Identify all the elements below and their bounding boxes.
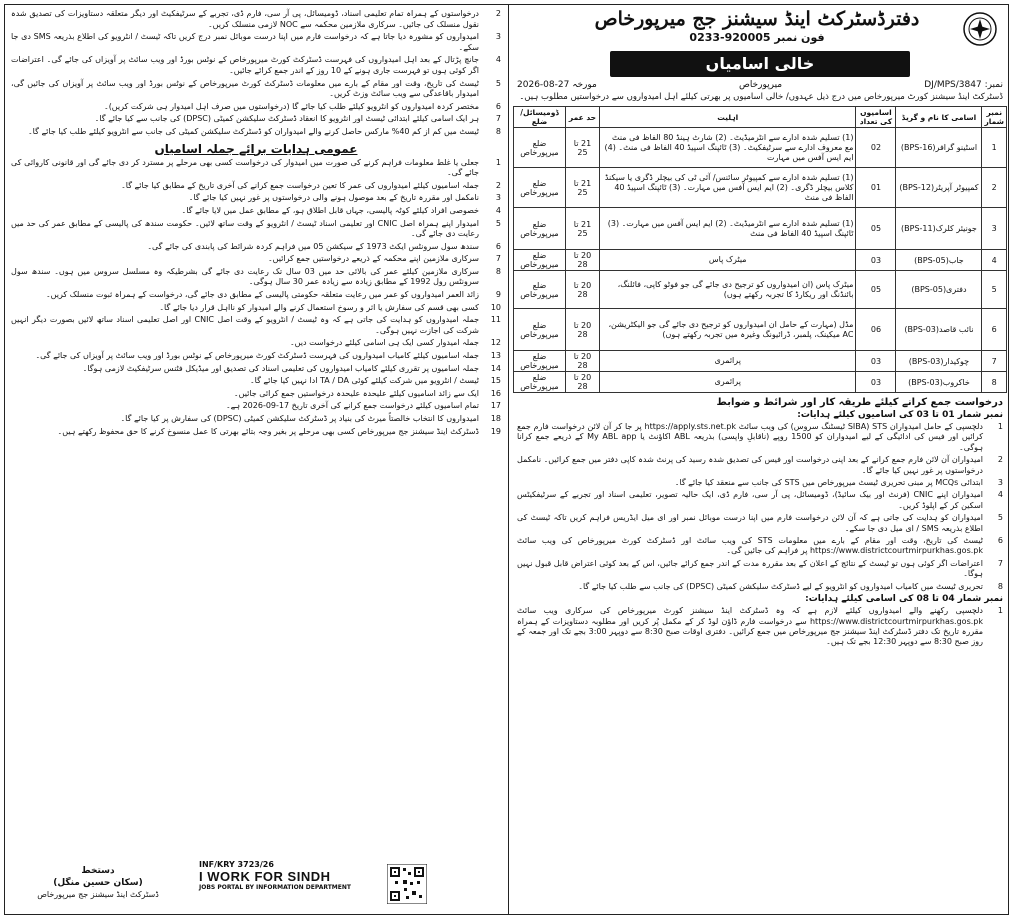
item-number: 19 — [490, 426, 501, 436]
list-item — [517, 606, 1003, 648]
cell-age: 20 تا 28 — [566, 372, 600, 393]
item-text: جعلی یا غلط معلومات فراہم کرنے کی صورت میں امیدوار کی درخواست کسی بھی مرحلے پر مسترد کر دی جائے گی اور قانونی کاروائی کی جائے گی۔ — [11, 157, 479, 178]
cell-post: خاکروب(BPS-03) — [896, 372, 982, 393]
footer — [9, 858, 503, 912]
item-text: ٹیسٹ / انٹرویو میں شرکت کیلئے کوئی TA / DA ادا نہیں کیا جائے گا۔ — [249, 376, 479, 386]
item-number: 14 — [490, 363, 501, 373]
list-item — [517, 559, 1003, 580]
cell-count: 05 — [856, 271, 896, 309]
table-row — [514, 208, 1007, 250]
item-number: 4 — [495, 55, 501, 65]
list-item — [11, 364, 501, 375]
list-item — [517, 536, 1003, 557]
cell-qualification: (1) تسلیم شدہ ادارے سے انٹرمیڈیٹ۔ (2) ایم ایس آفس میں مہارت۔ (3) ٹائپنگ اسپیڈ 40 الفاظ فی منٹ — [600, 208, 856, 250]
item-text: جانچ پڑتال کے بعد اہل امیدواروں کی فہرست ڈسٹرکٹ کورٹ میرپورخاص کے نوٹس بورڈ اور ویب سائٹ پر آویزاں کی جائے گی۔ اعتراضات اگر کوئی ہوں تو فہرست جاری ہونے کے 10 روز کے اندر جمع کرائے جائیں۔ — [11, 55, 479, 75]
list-item — [11, 290, 501, 301]
cell-count: 03 — [856, 250, 896, 271]
list-item — [11, 193, 501, 204]
group1-instructions — [513, 422, 1007, 592]
cell-post: کمپیوٹر آپریٹر(BPS-12) — [896, 168, 982, 208]
item-text: مختصر کردہ امیدواروں کو انٹرویو کیلئے طلب کیا جائے گا (درخواستوں میں صرف اہل امیدوار ہی شرکت کریں)۔ — [104, 101, 479, 111]
item-number: 13 — [490, 351, 501, 361]
cell-age: 20 تا 28 — [566, 250, 600, 271]
item-text: امیدواران آن لائن فارم جمع کرانے کے بعد اپنی درخواست اور فیس کی تصدیق شدہ رسید کی پرنٹ شدہ کاپی دفتر میں جمع کرائیں۔ نامکمل درخواستوں پر غور نہیں کیا جائے گا۔ — [517, 455, 983, 475]
location: میرپورخاص — [738, 80, 783, 90]
item-text: ہر ایک اسامی کیلئے ابتدائی ٹیسٹ اور انٹرویو کا انعقاد ڈسٹرکٹ سلیکشن کمیٹی (DPSC) کی جانب سے کیا جائے گا۔ — [94, 114, 479, 124]
item-number: 9 — [495, 290, 501, 300]
work-for-sindh-logo — [199, 860, 369, 891]
item-text: دلچسپی کے حامل امیدواران SIBA) STS ٹیسٹنگ سروس) کی ویب سائٹ https://apply.sts.net.pk پر جا کر آن لائن درخواست فارم جمع کرائیں اور فیس کی ادائیگی کے لیے امیدواران کو 1500 روپے (ناقابلِ واپسی) بذریعہ ABL اکاؤنٹ یا My ABL app کے ذریعے جمع کرانا ہوگی۔ — [517, 422, 984, 452]
list-item — [517, 490, 1003, 511]
table-row — [514, 309, 1007, 351]
cell-qualification: پرائمری — [600, 372, 856, 393]
list-item — [11, 158, 501, 179]
cell-domicile: ضلع میرپورخاص — [514, 208, 566, 250]
cell-domicile: ضلع میرپورخاص — [514, 128, 566, 168]
item-text: امیدواران کو ہدایت کی جاتی ہے کہ آن لائن درخواست فارم میں اپنا درست موبائل نمبر اور ای میل ایڈریس فراہم کریں تاکہ ٹیسٹ کی اطلاع بذریعہ SMS / ای میل دی جا سکے۔ — [517, 513, 984, 533]
item-text: کسی بھی قسم کی سفارش یا اثر و رسوخ استعمال کرنے والے امیدوار کو نااہل قرار دیا جائے گا۔ — [159, 302, 479, 312]
item-text: ٹیسٹ کی تاریخ، وقت اور مقام کے بارے میں معلومات ڈسٹرکٹ کورٹ میرپورخاص کے نوٹس بورڈ اور ویب سائٹ پر آویزاں کی جائیں گی، امیدوار باقاعدگی سے ویب سائٹ وزٹ کریں۔ — [11, 78, 479, 99]
item-number: 11 — [490, 315, 501, 325]
item-text: درخواستوں کے ہمراہ تمام تعلیمی اسناد، ڈومیسائل، پی آر سی، فارم ڈی، تجربے کے سرٹیفکیٹ اور دیگر متعلقہ دستاویزات کی تصدیق شدہ نقول منسلک کی جائیں۔ سرکاری ملازمین محکمہ سے NOC لازمی منسلک کریں۔ — [11, 9, 479, 29]
item-number: 3 — [997, 478, 1003, 488]
item-number: 6 — [495, 101, 501, 111]
list-item — [11, 389, 501, 400]
cell-domicile: ضلع میرپورخاص — [514, 372, 566, 393]
item-number: 7 — [495, 254, 501, 264]
group2-instructions — [513, 606, 1007, 648]
item-text: ٹیسٹ کی تاریخ، وقت اور مقام کے بارے میں معلومات STS کی ویب سائٹ اور ڈسٹرکٹ کورٹ میرپورخاص کی ویب سائٹ https://www.districtcourtmirpurkhas.gos.pk پر فراہم کی جائیں گی۔ — [517, 536, 984, 556]
list-item — [517, 513, 1003, 534]
list-item — [11, 9, 501, 30]
cell-age: 21 تا 25 — [566, 208, 600, 250]
item-text: ایک سے زائد اسامیوں کیلئے علیحدہ علیحدہ درخواستیں جمع کرائی جائیں۔ — [233, 388, 479, 398]
cell-domicile: ضلع میرپورخاص — [514, 309, 566, 351]
list-item — [517, 582, 1003, 592]
column-divider — [508, 5, 509, 914]
cell-count: 02 — [856, 128, 896, 168]
item-number: 1 — [997, 422, 1003, 431]
list-item — [11, 55, 501, 76]
item-number: 3 — [495, 32, 501, 42]
list-item — [11, 114, 501, 125]
cell-qualification: (1) تسلیم شدہ ادارے سے کمپیوٹر سائنس/ آئی ٹی کی بیچلر ڈگری یا سیکنڈ کلاس بیچلر ڈگری۔ (2) ایم ایس آفس میں مہارت۔ (3) ٹائپنگ اسپیڈ 40 الفاظ فی منٹ — [600, 168, 856, 208]
item-text: امیدواران اپنے CNIC (فرنٹ اور بیک سائیڈ)، ڈومیسائل، پی آر سی، فارم ڈی، ایک حالیہ تصویر، تعلیمی اسناد اور تجربے کے سرٹیفکیٹس اسکین کر کے اپلوڈ کریں۔ — [517, 490, 984, 510]
table-row — [514, 372, 1007, 393]
group1-heading: نمبر شمار 01 تا 03 کی اسامیوں کیلئے ہدایات: — [797, 410, 1003, 420]
reference-number: نمبر: DJ/MPS/3847 — [924, 80, 1003, 90]
list-item — [11, 401, 501, 412]
item-number: 1 — [495, 157, 501, 167]
table-row — [514, 250, 1007, 271]
list-item — [11, 315, 501, 336]
item-text: امیدوار اپنے ہمراہ اصل CNIC اور تعلیمی اسناد ٹیسٹ / انٹرویو کے وقت ساتھ لائیں۔ حکومت سندھ کی پالیسی کے مطابق عمر کی حد میں رعایت دی جائے گی۔ — [11, 218, 479, 239]
list-item — [11, 219, 501, 240]
cell-domicile: ضلع میرپورخاص — [514, 168, 566, 208]
list-item — [11, 32, 501, 53]
item-number: 6 — [495, 241, 501, 251]
vacancies-banner: خالی اسامیاں — [610, 51, 910, 77]
signature-block — [13, 866, 183, 899]
item-text: جملہ امیدوار کسی ایک ہی اسامی کیلئے درخواست دیں۔ — [289, 338, 479, 348]
cell-age: 20 تا 28 — [566, 351, 600, 372]
cell-count: 03 — [856, 372, 896, 393]
list-item — [11, 351, 501, 362]
item-number: 7 — [495, 114, 501, 124]
cell-no: 1 — [982, 128, 1007, 168]
list-item — [11, 303, 501, 314]
item-text: امیدواروں کا انتخاب خالصتاً میرٹ کی بنیاد پر ڈسٹرکٹ سلیکشن کمیٹی (DPSC) کی سفارش پر کیا جائے گا۔ — [120, 414, 479, 423]
item-number: 8 — [495, 266, 501, 276]
cell-post: نائب قاصد(BPS-03) — [896, 309, 982, 351]
item-number: 1 — [997, 606, 1003, 616]
cell-count: 06 — [856, 309, 896, 351]
cell-qualification: پرائمری — [600, 351, 856, 372]
cell-no: 2 — [982, 168, 1007, 208]
cell-no: 7 — [982, 351, 1007, 372]
right-column — [513, 7, 1007, 912]
item-number: 17 — [490, 401, 501, 411]
cell-domicile: ضلع میرپورخاص — [514, 351, 566, 372]
item-number: 2 — [495, 9, 501, 18]
col-header-count: اسامیوں کی تعداد — [856, 107, 896, 128]
item-text: سرکاری ملازمین اپنے محکمہ کے ذریعے درخواستیں جمع کرائیں۔ — [267, 254, 479, 264]
list-item — [517, 455, 1003, 476]
item-number: 2 — [495, 180, 501, 190]
item-number: 12 — [490, 338, 501, 348]
cell-domicile: ضلع میرپورخاص — [514, 271, 566, 309]
list-item — [11, 79, 501, 100]
left-column — [9, 7, 503, 912]
cell-post: جاب(BPS-05) — [896, 250, 982, 271]
item-text: نامکمل اور مقررہ تاریخ کے بعد موصول ہونے والی درخواستوں پر غور نہیں کیا جائے گا۔ — [188, 193, 479, 203]
item-text: سندھ سول سرونٹس ایکٹ 1973 کے سیکشن 05 میں فراہم کردہ شرائط کی پابندی کی جائے گی۔ — [147, 241, 479, 251]
cell-no: 6 — [982, 309, 1007, 351]
col-header-domicile: ڈومیسائل/ضلع — [514, 107, 566, 128]
item-text: ڈسٹرکٹ اینڈ سیشنز جج میرپورخاص کسی بھی مرحلے پر بغیر وجہ بتائے بھرتی کا عمل منسوخ کرنے کا حق محفوظ رکھتے ہیں۔ — [57, 426, 479, 436]
reference-line — [513, 80, 1007, 90]
item-text: ٹیسٹ میں کم از کم 40% مارکس حاصل کرنے والے امیدواران کو ڈسٹرکٹ سلیکشن کمیٹی کی جانب سے انٹرویو کیلئے طلب کیا جائے گا۔ — [27, 126, 479, 136]
item-text: خصوصی افراد کیلئے کوٹہ پالیسی، جہاں قابل اطلاق ہو، کے مطابق عمل میں لایا جائے گا۔ — [181, 205, 479, 215]
col-header-age: حد عمر — [566, 107, 600, 128]
item-number: 18 — [490, 414, 501, 423]
item-text: جملہ اسامیوں پر تقرری کیلئے کامیاب امیدواروں کی تعلیمی اسناد کی تصدیق اور میڈیکل فٹنس سرٹیفکیٹ لازمی ہوگا۔ — [82, 363, 479, 373]
list-item — [11, 206, 501, 217]
cell-count: 05 — [856, 208, 896, 250]
qr-code-icon — [387, 864, 427, 904]
continued-instructions — [9, 9, 503, 138]
cell-post: جونیئر کلرک(BPS-11) — [896, 208, 982, 250]
cell-age: 21 تا 25 — [566, 168, 600, 208]
phone-number: فون نمبر 920005-0233 — [689, 31, 825, 44]
table-row — [514, 351, 1007, 372]
item-text: زائد العمر امیدواروں کو عمر میں رعایت متعلقہ حکومتی پالیسی کے مطابق دی جائے گی، درخواست کے ہمراہ ثبوت منسلک کریں۔ — [45, 290, 479, 300]
item-number: 5 — [495, 218, 501, 228]
signatory-role: ڈسٹرکٹ اینڈ سیشنز جج میرپورخاص — [37, 890, 159, 899]
cell-qualification: مڈل (مہارت کے حامل ان امیدواروں کو ترجیح دی جائے گی جو الیکٹریشن، AC میکینک، پلمبر، ڈرائیونگ وغیرہ میں تجربہ رکھتے ہوں) — [600, 309, 856, 351]
general-instructions-heading: عمومی ہدایات برائے جملہ اسامیاں — [154, 141, 358, 156]
cell-no: 8 — [982, 372, 1007, 393]
item-text: دلچسپی رکھنے والے امیدواروں کیلئے لازم ہے کہ وہ ڈسٹرکٹ اینڈ سیشنز کورٹ میرپورخاص کی سرکاری ویب سائٹ https://www.districtcourtmirpurkhas.gos.pk سے درخواست فارم ڈاؤن لوڈ کر کے مکمل پُر کریں اور مطلوبہ دستاویزات کے ہمراہ مقررہ تاریخ تک دفتر ڈسٹرکٹ اینڈ سیشنز جج میرپورخاص میں جمع کرائیں۔ دفتری اوقات صبح 8:30 سے دوپہر 3:00 بجے تک اور جمعہ کے روز صبح 8:30 سے دوپہر 12:30 بجے تک ہیں۔ — [517, 606, 983, 647]
col-header-post: اسامی کا نام و گریڈ — [896, 107, 982, 128]
posts-table — [513, 106, 1007, 393]
item-number: 7 — [997, 558, 1003, 568]
date: مورخہ 27-08-2026 — [517, 80, 597, 90]
item-number: 16 — [490, 388, 501, 398]
cell-domicile: ضلع میرپورخاص — [514, 250, 566, 271]
item-number: 2 — [997, 455, 1003, 465]
list-item — [11, 376, 501, 387]
item-number: 6 — [997, 536, 1003, 546]
advertisement-page — [4, 4, 1009, 915]
header — [513, 7, 1007, 49]
col-header-no: نمبر شمار — [982, 107, 1007, 128]
group2-heading: نمبر شمار 04 تا 08 کی اسامی کیلئے ہدایات: — [805, 594, 1003, 605]
item-text: جملہ امیدواروں کو ہدایت کی جاتی ہے کہ وہ ٹیسٹ / انٹرویو کے وقت اصل CNIC اور اصل تعلیمی اسناد ساتھ لائیں بصورت دیگر انہیں شرکت کی اجازت نہیں ہوگی۔ — [11, 315, 480, 335]
item-number: 8 — [997, 581, 1003, 591]
cell-qualification: میٹرک پاس — [600, 250, 856, 271]
signature-label: دستخط — [81, 866, 115, 876]
list-item — [11, 267, 501, 288]
brand-name: I WORK FOR SINDH — [199, 869, 331, 884]
info-code: INF/KRY 3723/26 — [199, 860, 274, 869]
page-title: دفترڈسٹرکٹ اینڈ سیشنز جج میرپورخاص — [594, 8, 920, 30]
item-number: 5 — [495, 78, 501, 88]
cell-qualification: میٹرک پاس (ان امیدواروں کو ترجیح دی جائے گی جو فوٹو کاپی، فائلنگ، بائنڈنگ اور ریکارڈ کا تجربہ رکھتے ہوں) — [600, 271, 856, 309]
cell-no: 4 — [982, 250, 1007, 271]
item-text: جملہ اسامیوں کیلئے کامیاب امیدواروں کی فہرست ڈسٹرکٹ کورٹ میرپورخاص کے نوٹس بورڈ اور ویب سائٹ پر آویزاں کی جائے گی۔ — [35, 351, 479, 361]
intro-text: ڈسٹرکٹ اینڈ سیشنز کورٹ میرپورخاص میں درج ذیل عہدوں/ خالی اسامیوں پر بھرتی کیلئے اہل امیدواروں سے درخواستیں مطلوب ہیں۔ — [519, 92, 1003, 102]
cell-count: 01 — [856, 168, 896, 208]
cell-age: 20 تا 28 — [566, 271, 600, 309]
item-number: 8 — [495, 126, 501, 136]
procedure-heading: درخواست جمع کرانے کیلئے طریقہ کار اور شرائط و ضوابط — [716, 397, 1003, 408]
government-emblem-icon — [961, 9, 999, 49]
cell-no: 5 — [982, 271, 1007, 309]
item-text: جملہ اسامیوں کیلئے امیدواروں کی عمر کا تعین درخواست جمع کرانے کی آخری تاریخ کے مطابق کیا جائے گا۔ — [121, 180, 479, 190]
item-text: تحریری ٹیسٹ میں کامیاب امیدواروں کو انٹرویو کے لیے ڈسٹرکٹ سلیکشن کمیٹی (DPSC) کی جانب سے طلب کیا جائے گا۔ — [578, 581, 983, 591]
item-text: اعتراضات اگر کوئی ہوں تو ٹیسٹ کے نتائج کے اعلان کے بعد مقررہ مدت کے اندر جمع کرائے جائیں، اس کے بعد کوئی اعتراض قابل قبول نہیں ہوگا۔ — [517, 558, 983, 579]
list-item — [11, 427, 501, 438]
table-row — [514, 271, 1007, 309]
cell-count: 03 — [856, 351, 896, 372]
cell-post: دفتری(BPS-05) — [896, 271, 982, 309]
list-item — [11, 254, 501, 265]
cell-post: چوکیدار(BPS-03) — [896, 351, 982, 372]
item-text: سرکاری ملازمین کیلئے عمر کی بالائی حد میں 03 سال تک رعایت دی جائے گی بشرطیکہ وہ مسلسل سروس میں ہوں۔ سندھ سول سرونٹس رول 1992 کے مطابق زیادہ سے زیادہ عمر 30 سال ہوگی۔ — [11, 266, 479, 287]
item-number: 15 — [490, 376, 501, 386]
item-text: تمام اسامیوں کیلئے درخواست جمع کرانے کی آخری تاریخ 17-09-2026 ہے۔ — [225, 401, 479, 411]
brand-subtitle: JOBS PORTAL BY INFORMATION DEPARTMENT — [199, 884, 351, 891]
cell-age: 20 تا 28 — [566, 309, 600, 351]
list-item — [517, 422, 1003, 453]
item-number: 4 — [495, 205, 501, 215]
cell-qualification: (1) تسلیم شدہ ادارے سے انٹرمیڈیٹ۔ (2) شارٹ ہینڈ 80 الفاظ فی منٹ مع معروف ادارے سے سرٹیفکیٹ۔ (3) ٹائپنگ اسپیڈ 40 الفاظ فی منٹ۔ (4) ایم ایس آفس میں مہارت — [600, 128, 856, 168]
cell-no: 3 — [982, 208, 1007, 250]
item-number: 10 — [490, 302, 501, 312]
item-number: 5 — [997, 513, 1003, 523]
list-item — [11, 242, 501, 253]
cell-age: 21 تا 25 — [566, 128, 600, 168]
table-row — [514, 168, 1007, 208]
col-header-qualification: اہلیت — [600, 107, 856, 128]
list-item — [11, 181, 501, 192]
signatory-name: (سکان حسین منگل) — [53, 878, 143, 888]
general-instructions — [9, 158, 503, 438]
item-number: 4 — [997, 490, 1003, 500]
table-row — [514, 128, 1007, 168]
list-item — [11, 338, 501, 349]
cell-post: اسٹینو گرافر(BPS-16) — [896, 128, 982, 168]
item-text: امیدواروں کو مشورہ دیا جاتا ہے کہ درخواست فارم میں اپنا درست موبائل نمبر درج کریں تاکہ ٹیسٹ / انٹرویو کی اطلاع بذریعہ SMS دی جا سکے۔ — [11, 32, 480, 52]
item-text: ابتدائی MCQs پر مبنی تحریری ٹیسٹ میرپورخاص میں STS کی جانب سے منعقد کیا جائے گا۔ — [674, 478, 983, 488]
list-item — [11, 414, 501, 425]
table-header-row — [514, 107, 1007, 128]
list-item — [517, 478, 1003, 488]
list-item — [11, 102, 501, 113]
list-item — [11, 127, 501, 138]
item-number: 3 — [495, 193, 501, 203]
